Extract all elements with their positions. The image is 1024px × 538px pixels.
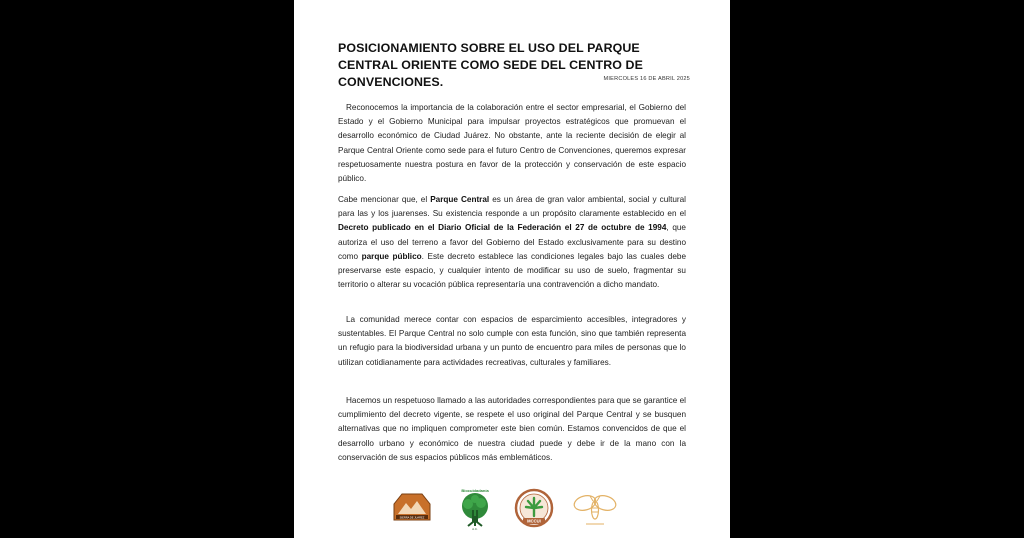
cannabis-logo-text: MCCUI xyxy=(527,518,541,524)
bee-logo xyxy=(572,490,618,530)
tree-logo xyxy=(456,486,494,532)
mountain-badge-text: SIERRA DE JUAREZ xyxy=(399,516,425,520)
document-date: MIERCOLES 16 DE ABRIL 2025 xyxy=(603,76,690,82)
mountain-badge-icon xyxy=(392,492,432,526)
logo-strip xyxy=(294,486,730,538)
tree-icon xyxy=(456,486,494,532)
mountain-badge-logo xyxy=(392,492,432,526)
p2-bold-parque-central: Parque Central xyxy=(430,195,490,204)
p2-text-1: Cabe mencionar que, el xyxy=(338,195,431,204)
paragraph-1: Reconocemos la importancia de la colaboración entre el sector empresarial, el Gobierno del Estado y el Gobierno Municipal para impulsar proyectos estratégicos que promuevan el desarrollo económico de Ciudad Juárez. No obstante, ante la reciente decisión de elegir al Parque Central Oriente como sede para el futuro Centro de Convenciones, queremos expresar respetuosamente nuestra postura en favor de la protección y conservación de este espacio público. xyxy=(338,103,686,184)
p2-bold-parque-publico: parque público xyxy=(361,251,422,261)
cannabis-leaf-icon xyxy=(514,488,554,530)
cannabis-circle-logo xyxy=(514,488,554,530)
p2-bold-decreto: Decreto publicado en el Diario Oficial de la Federación el 27 de octubre de 1994 xyxy=(338,223,667,233)
tree-logo-text: Biocuidadanía xyxy=(461,488,489,493)
svg-text:A.C.: A.C. xyxy=(472,527,478,531)
p2-text-3: , que autoriza el uso del terreno a favor del Gobierno del Estado exclusivamente para su destino como xyxy=(338,223,686,261)
p2-text-4: . Este decreto establece las condiciones legales bajo las cuales debe preservarse este espacio, y cualquier intento de modificar su uso de suelo, fragmentar su territorio o alterar su vocación pública representaría una contravención a dicho mandato. xyxy=(338,251,687,290)
p2-text-2: es un área de gran valor ambiental, social y cultural para las y los juarenses. Su existencia responde a un propósito claramente establecido en el xyxy=(338,195,686,219)
paragraph-3: La comunidad merece contar con espacios de esparcimiento accesibles, integradores y sustentables. El Parque Central no solo cumple con esta función, sino que también representa un refugio para la biodiversidad urbana y un punto de encuentro para miles de personas que lo utilizan cotidianamente para actividades recreativas, culturales y familiares. xyxy=(338,315,686,367)
paragraph-4: Hacemos un respetuoso llamado a las autoridades correspondientes para que se garantice el cumplimiento del decreto vigente, se respete el uso original del Parque Central y se busquen alternativas que no impliquen comprometer este bien común. Estamos convencidos de que el desarrollo urbano y económico de nuestra ciudad puede y debe ir de la mano con la conservación de sus espacios públicos más emblemáticos. xyxy=(338,396,686,462)
document-page xyxy=(294,0,730,538)
document-title: POSICIONAMIENTO SOBRE EL USO DEL PARQUE CENTRAL ORIENTE COMO SEDE DEL CENTRO DE CONVENCIONES. xyxy=(338,41,643,89)
bee-icon xyxy=(572,490,618,530)
paragraph-2 xyxy=(338,193,686,292)
